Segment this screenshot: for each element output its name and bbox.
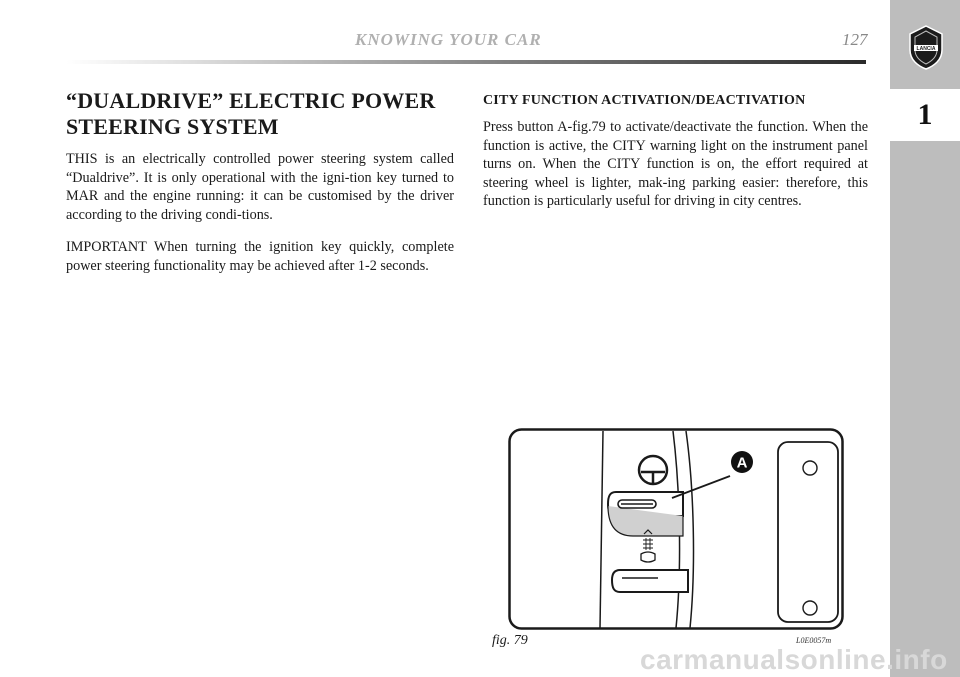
figure-79-illustration [508,428,844,630]
city-button [608,492,683,536]
side-panel [778,442,838,622]
page-number: 127 [842,30,868,49]
running-header-title: KNOWING YOUR CAR [355,30,542,49]
section-heading-line1: “DUALDRIVE” ELECTRIC POWER [66,88,436,113]
lancia-logo-icon [906,24,946,70]
left-column [66,88,454,290]
intro-paragraph: THIS is an electrically controlled power steering system called “Dualdrive”. It is only operational with the igni-tion key turned to MAR and the engine running: it can be customised by the driver according to the driving condi-tions. [66,151,454,223]
city-function-heading: CITY FUNCTION ACTIVATION/DEACTIVATION [483,93,806,108]
callout-a-label: A [736,454,748,472]
chapter-side-tab [890,0,960,677]
right-column [483,92,868,225]
header-rule [66,60,866,64]
section-heading-line2: STEERING SYSTEM [66,114,279,139]
lower-switch [612,570,688,592]
section-heading [66,88,454,140]
figure-code: L0E0057m [796,636,832,645]
city-function-paragraph: Press button A-fig.79 to activate/deactivate the function. When the function is active, the CITY warning light on the instrument panel turns on. When the CITY function is on, the effort required at steering wheel is lighter, mak-ing parking easier: therefore, this function is particularly useful for driving in city centres. [483,119,868,210]
figure-caption: fig. 79 [492,633,528,648]
important-note-paragraph: IMPORTANT When turning the ignition key quickly, complete power steering functionality may be achieved after 1-2 seconds. [66,239,454,274]
watermark: carmanualsonline.info [640,644,948,675]
chapter-number: 1 [890,85,960,145]
logo-text: LANCIA [916,46,936,52]
